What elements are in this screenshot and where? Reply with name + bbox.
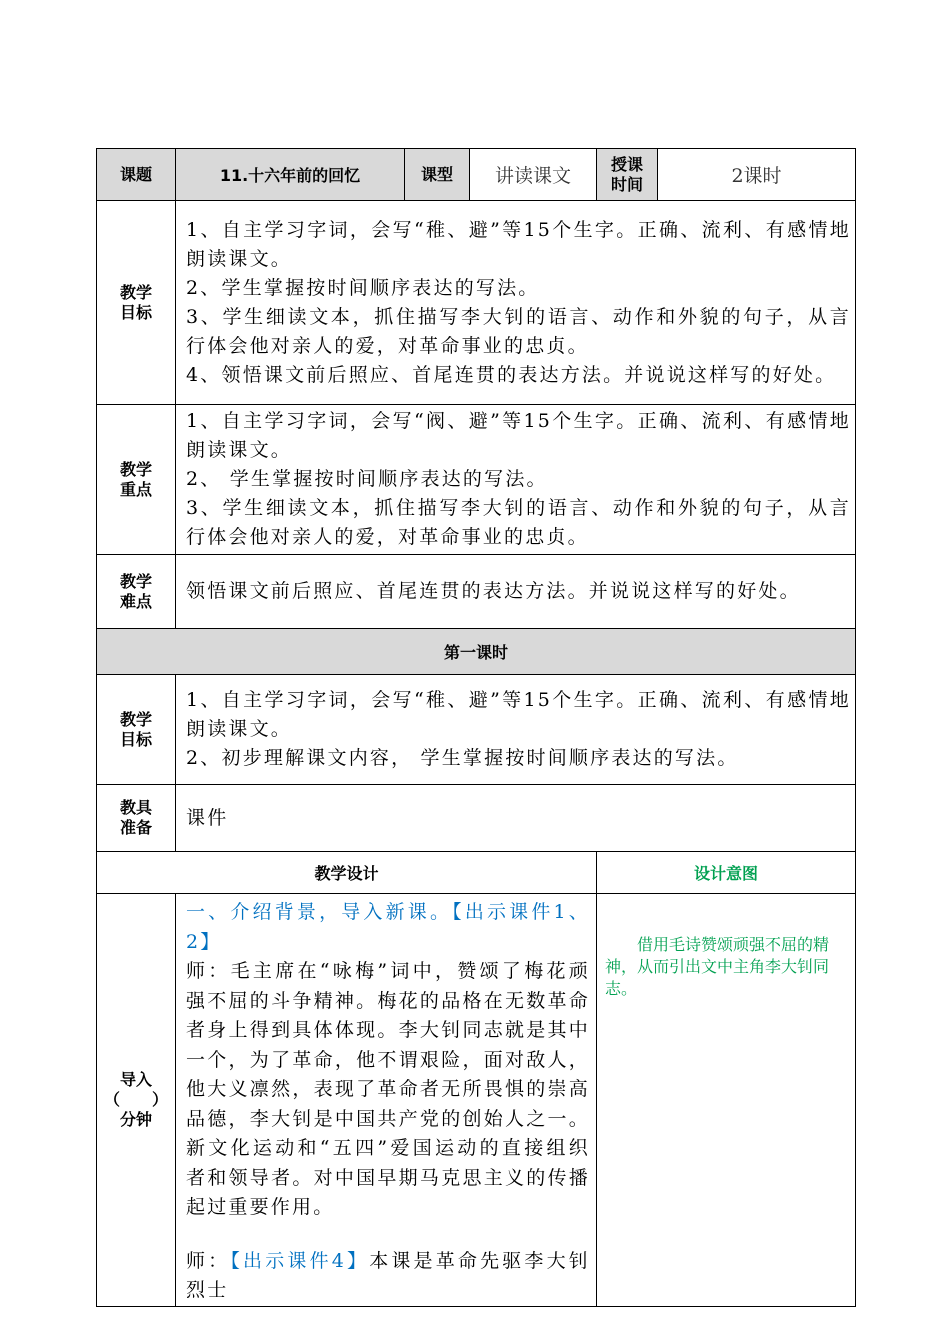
intro-row	[97, 894, 856, 1307]
goal-item: 3、学生细读文本，抓住描写李大钊的语言、动作和外貌的句子，从言行体会他对亲人的爱，对革命事业的忠贞。	[186, 305, 851, 357]
materials-content	[176, 785, 856, 852]
lesson-goal-item: 2、初步理解课文内容， 学生掌握按时间顺序表达的写法。	[186, 747, 739, 769]
lesson-goals-content	[176, 675, 856, 785]
lesson-goals-label-line1: 教学	[119, 709, 152, 729]
difficulties-label-line2: 难点	[119, 591, 152, 611]
goal-item: 4、领悟课文前后照应、首尾连贯的表达方法。并说说这样写的好处。	[186, 363, 837, 386]
key-point-item: 1、自主学习字词，会写“阀、避”等15个生字。正确、流利、有感情地朗读课文。	[186, 410, 851, 461]
goals-label-line2: 目标	[119, 302, 152, 322]
header-row	[97, 149, 856, 201]
materials-label-line1: 教具	[119, 798, 152, 817]
intro-heading-text: 一、介绍背景，导入新课。	[186, 901, 453, 923]
section-row	[97, 629, 856, 675]
lesson-plan-table	[96, 148, 856, 1307]
lesson-goals-row	[97, 675, 856, 785]
intro-paragraph-2	[186, 1247, 590, 1306]
intro-design-content	[176, 894, 597, 1307]
time-label-line2: 时间	[610, 174, 643, 194]
intro-label	[97, 894, 176, 1307]
intro-heading	[186, 898, 590, 957]
key-points-row	[97, 405, 856, 555]
intro-intent: 借用毛诗赞颂顽强不屈的精神，从而引出文中主角李大钊同志。	[597, 894, 856, 1307]
goal-item: 2、学生掌握按时间顺序表达的写法。	[186, 276, 540, 299]
time-label	[597, 149, 658, 201]
goals-content	[176, 201, 856, 405]
intro-paragraph-1: 师：毛主席在“咏梅”词中，赞颂了梅花顽强不屈的斗争精神。梅花的品格在无数革命者身上得到具体体现。李大钊同志就是其中一个，为了革命，他不谓艰险，面对敌人，他大义凛然，表现了革命者无所畏惧的崇高品德，李大钊是中国共产党的创始人之一。新文化运动和“五四”爱国运动的直接组织者和领导者。对中国早期马克思主义的传播起过重要作用。	[186, 960, 590, 1218]
type-value: 讲读课文	[470, 149, 597, 201]
intro-label-line1: 导入	[119, 1069, 152, 1089]
difficulties-text: 领悟课文前后照应、首尾连贯的表达方法。并说说这样写的好处。	[186, 580, 801, 602]
key-points-label	[97, 405, 176, 555]
design-header-row	[97, 852, 856, 894]
intro-paragraph-2-text: 本课是革命先驱李大钊烈士	[186, 1249, 590, 1301]
lesson-plan-page	[96, 148, 855, 1301]
intro-label-line2: （ ）	[103, 1089, 168, 1109]
difficulties-row	[97, 555, 856, 629]
goal-item: 1、自主学习字词，会写“稚、避”等15个生字。正确、流利、有感情地朗读课文。	[186, 218, 851, 270]
difficulties-content	[176, 555, 856, 629]
goals-row	[97, 201, 856, 405]
intro-paragraph-2-courseware: 【出示课件4】	[230, 1249, 370, 1272]
key-point-item: 3、学生细读文本，抓住描写李大钊的语言、动作和外貌的句子，从言行体会他对亲人的爱，对革命事业的忠贞。	[186, 497, 851, 548]
design-header-right: 设计意图	[597, 852, 856, 894]
key-points-content	[176, 405, 856, 555]
key-points-label-line2: 重点	[119, 479, 152, 499]
intro-paragraph-2-prefix: 师：	[186, 1249, 231, 1272]
materials-label	[97, 785, 176, 852]
materials-text: 课件	[186, 806, 229, 829]
difficulties-label-line1: 教学	[119, 571, 152, 591]
topic-label: 课题	[97, 149, 176, 201]
intro-label-line3: 分钟	[119, 1109, 152, 1129]
goals-label	[97, 201, 176, 405]
lesson-goals-label	[97, 675, 176, 785]
goals-label-line1: 教学	[119, 282, 152, 302]
lesson-goals-label-line2: 目标	[119, 729, 152, 749]
intro-spacer	[186, 1223, 590, 1247]
materials-label-line2: 准备	[119, 818, 152, 837]
type-label: 课型	[405, 149, 470, 201]
time-label-line1: 授课	[610, 154, 643, 174]
materials-row	[97, 785, 856, 852]
topic-value: 11.十六年前的回忆	[176, 149, 405, 201]
key-point-item: 2、 学生掌握按时间顺序表达的写法。	[186, 468, 548, 490]
design-header-left: 教学设计	[97, 852, 597, 894]
time-value: 2课时	[658, 149, 856, 201]
key-points-label-line1: 教学	[119, 459, 152, 479]
intro-heading-courseware: 【出示课件1、2】	[186, 901, 590, 953]
lesson-goal-item: 1、自主学习字词，会写“稚、避”等15个生字。正确、流利、有感情地朗读课文。	[186, 689, 851, 740]
difficulties-label	[97, 555, 176, 629]
section-title: 第一课时	[97, 629, 856, 675]
